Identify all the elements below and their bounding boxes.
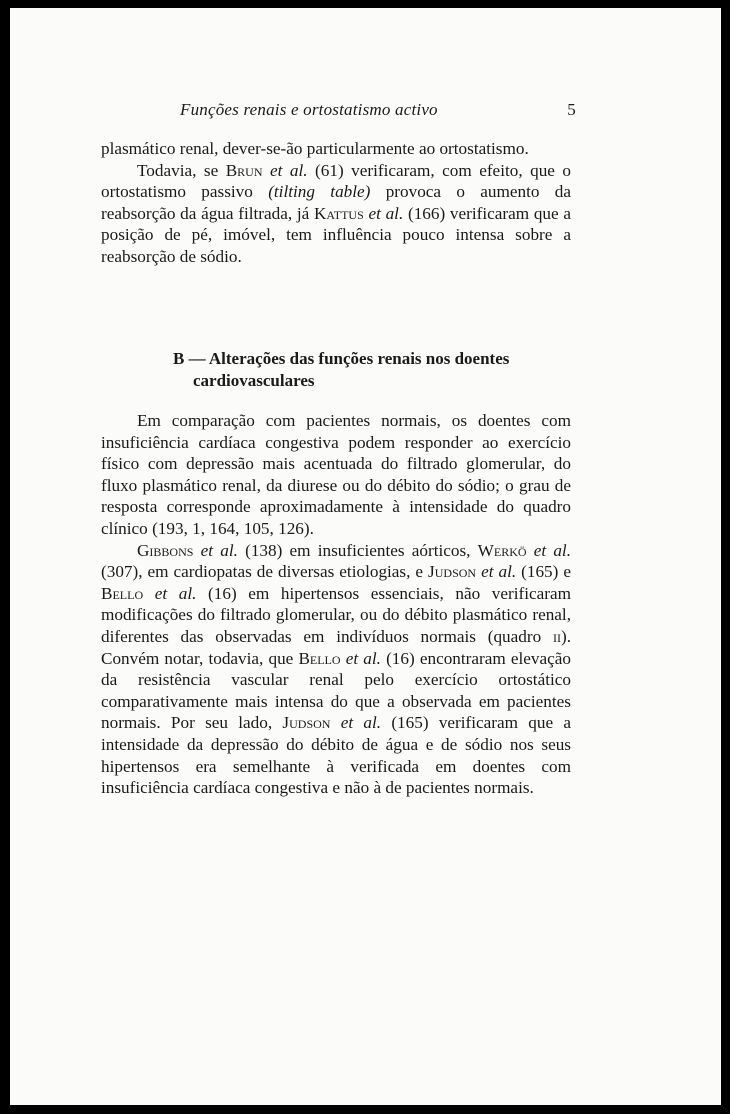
- author-name: Bello: [101, 583, 144, 603]
- document-page: [10, 8, 721, 1105]
- text-run: (165) e: [516, 562, 572, 582]
- paragraph-3: Em comparação com pacientes normais, os doentes com insuficiência cardíaca congestiva podem responder ao exercício físico com depressão mais acentuada do filtrado glomerular, do fluxo plasmático renal, da diurese ou do débito do sódio; o grau de resposta corresponde aproximadamente à intensidade do quadro clínico (193, 1, 164, 105, 126).: [101, 411, 571, 538]
- text-run: (165) verificaram que a intensidade da depressão do débito de água e de sódio nos seus hipertensos era semelhante à verificada em doentes com insuficiência cardíaca congestiva e não à de pacientes normais.: [101, 713, 571, 798]
- author-name: Werkö: [477, 540, 527, 560]
- et-al: et al.: [200, 540, 238, 560]
- text-run: [330, 713, 340, 732]
- et-al: et al.: [345, 648, 381, 668]
- text-run: [193, 541, 200, 560]
- et-al: et al.: [270, 160, 308, 180]
- text-run: [263, 161, 270, 180]
- et-al: et al.: [368, 203, 404, 223]
- text-block-bottom: [101, 410, 571, 799]
- paragraph-2: [101, 160, 571, 268]
- author-name: Judson: [282, 713, 331, 733]
- text-run: (138) em insuficientes aórticos,: [237, 540, 478, 560]
- section-heading: [173, 348, 573, 391]
- paragraph-4: [101, 540, 571, 799]
- section-heading-line-2: cardiovasculares: [193, 370, 315, 390]
- text-run: (61) verificaram, com efeito, que o ortostatismo passivo: [101, 160, 572, 202]
- et-al: et al.: [533, 540, 572, 560]
- author-name: Judson: [428, 562, 477, 582]
- paragraph-1: plasmático renal, dever-se-ão particularmente ao ortostatismo.: [101, 139, 529, 158]
- author-name: Gibbons: [137, 540, 194, 560]
- section-heading-line-1: B — Alterações das funções renais nos doentes: [173, 349, 510, 368]
- text-run: (16) encontraram elevação da resistência vascular renal pelo exercício ortostático comparativamente mais intensa do que a observada em pacientes normais. Por seu lado,: [101, 648, 571, 733]
- author-name: Brun: [225, 160, 263, 180]
- text-run: Todavia, se: [137, 160, 226, 180]
- page-number: 5: [567, 100, 576, 119]
- et-al: et al.: [154, 583, 197, 603]
- text-run: (166) verificaram que a posição de pé, imóvel, tem influência pouco intensa sobre a reabsorção de sódio.: [101, 203, 571, 266]
- et-al: et al.: [340, 713, 382, 733]
- author-name: Kattus: [314, 203, 364, 223]
- running-title: Funções renais e ortostatismo activo: [180, 100, 438, 119]
- text-run: (16) em hipertensos essenciais, não verificaram modificações do filtrado glomerular, ou do débito plasmático renal, diferentes das observadas em indivíduos normais (quadro: [101, 583, 572, 646]
- text-run: provoca o aumento da reabsorção da água filtrada, já: [101, 182, 572, 223]
- tilting-table-term: (tilting table): [268, 182, 371, 202]
- text-run: (307), em cardiopatas de diversas etiologias, e: [101, 562, 429, 582]
- text-run: [527, 541, 534, 560]
- author-name: Bello: [298, 648, 341, 668]
- et-al: et al.: [481, 562, 517, 582]
- roman-numeral: ii: [552, 626, 561, 646]
- text-run: ). Convém notar, todavia, que: [101, 626, 571, 668]
- text-block-top: [101, 138, 571, 268]
- text-run: [143, 584, 155, 603]
